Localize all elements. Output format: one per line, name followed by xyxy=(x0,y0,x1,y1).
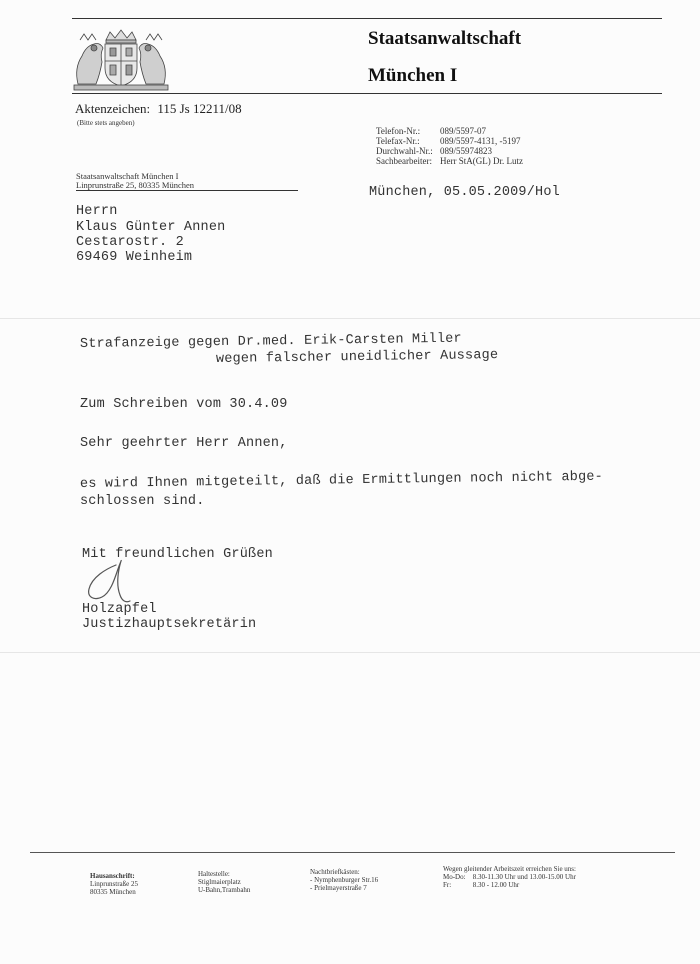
file-reference-label: Aktenzeichen: xyxy=(75,101,151,116)
footer-hours-day: Fr: xyxy=(443,881,452,889)
footer-hours-title: Wegen gleitender Arbeitszeit erreichen Sie uns: xyxy=(443,865,576,873)
footer-stop-line2: U-Bahn,Trambahn xyxy=(198,886,251,894)
sender-line-2: Linprunstraße 25, 80335 München xyxy=(76,180,195,190)
authority-city: München I xyxy=(368,65,458,86)
footer-hours-row2 xyxy=(443,881,576,889)
contact-key: Telefax-Nr.: xyxy=(376,136,420,146)
contact-key: Durchwahl-Nr.: xyxy=(376,146,433,156)
subject-line-1: Strafanzeige gegen Dr.med. Erik-Carsten Miller xyxy=(79,331,462,352)
footer-mailbox-line2: - Prielmayerstraße 7 xyxy=(310,884,367,892)
footer-address-title: Hausanschrift: xyxy=(90,872,135,880)
contact-row-fax xyxy=(376,136,523,146)
footer-stop-title: Haltestelle: xyxy=(198,870,230,878)
footer-hours-day: Mo-Do: xyxy=(443,873,466,881)
sender-rule xyxy=(76,190,298,191)
file-reference xyxy=(75,101,242,117)
date-line: München, 05.05.2009/Hol xyxy=(369,185,560,200)
footer-hours-row1 xyxy=(443,873,576,881)
contact-block xyxy=(376,126,523,166)
authority-name: Staatsanwaltschaft xyxy=(368,28,522,49)
footer-address xyxy=(90,872,138,896)
contact-value: 089/55974823 xyxy=(440,146,493,156)
signature-title: Justizhauptsekretärin xyxy=(82,617,257,632)
header-bottom-rule xyxy=(72,93,662,94)
contact-row-clerk xyxy=(376,156,523,166)
body-line-1: es wird Ihnen mitgeteilt, daß die Ermittlungen noch nicht abge- xyxy=(79,469,604,492)
sender-line-1: Staatsanwaltschaft München I xyxy=(76,171,179,181)
footer-hours xyxy=(443,865,576,889)
footer-mailbox-line1: - Nymphenburger Str.16 xyxy=(310,876,379,884)
recipient-name: Klaus Günter Annen xyxy=(76,220,226,235)
contact-key: Sachbearbeiter: xyxy=(376,156,432,166)
footer-hours-time: 8.30 - 12.00 Uhr xyxy=(472,881,520,889)
reference-letter: Zum Schreiben vom 30.4.09 xyxy=(80,397,288,412)
contact-row-phone xyxy=(376,126,523,136)
signature-name: Holzapfel xyxy=(82,602,157,617)
recipient-city: 69469 Weinheim xyxy=(76,250,193,265)
contact-value: Herr StA(GL) Dr. Lutz xyxy=(440,156,523,166)
contact-row-direct xyxy=(376,146,523,156)
footer-stop-line1: Stiglmaierplatz xyxy=(198,878,241,886)
coat-of-arms-icon xyxy=(70,28,172,92)
body-line-2: schlossen sind. xyxy=(80,494,205,509)
signature-icon xyxy=(82,555,132,609)
footer-rule xyxy=(30,852,675,853)
fold-line-lower xyxy=(0,652,700,653)
contact-value: 089/5597-4131, -5197 xyxy=(440,136,521,146)
footer-address-line1: Linprunstraße 25 xyxy=(90,880,139,888)
contact-value: 089/5597-07 xyxy=(440,126,486,136)
subject-line-2: wegen falscher uneidlicher Aussage xyxy=(215,348,499,367)
footer-hours-time: 8.30-11.30 Uhr und 13.00-15.00 Uhr xyxy=(472,873,576,881)
footer-mailbox xyxy=(310,868,378,892)
closing: Mit freundlichen Grüßen xyxy=(82,547,273,562)
salutation: Sehr geehrter Herr Annen, xyxy=(80,436,288,451)
footer-stop xyxy=(198,870,250,894)
header-top-rule xyxy=(72,18,662,19)
file-reference-note: (Bitte stets angeben) xyxy=(77,119,135,127)
recipient-salutation: Herrn xyxy=(76,204,118,219)
file-reference-number: 115 Js 12211/08 xyxy=(157,101,242,116)
fold-line-upper xyxy=(0,318,700,319)
contact-key: Telefon-Nr.: xyxy=(376,126,421,136)
footer-mailbox-title: Nachtbriefkästen: xyxy=(310,868,360,876)
recipient-street: Cestarostr. 2 xyxy=(76,235,184,250)
footer-address-line2: 80335 München xyxy=(90,888,136,896)
